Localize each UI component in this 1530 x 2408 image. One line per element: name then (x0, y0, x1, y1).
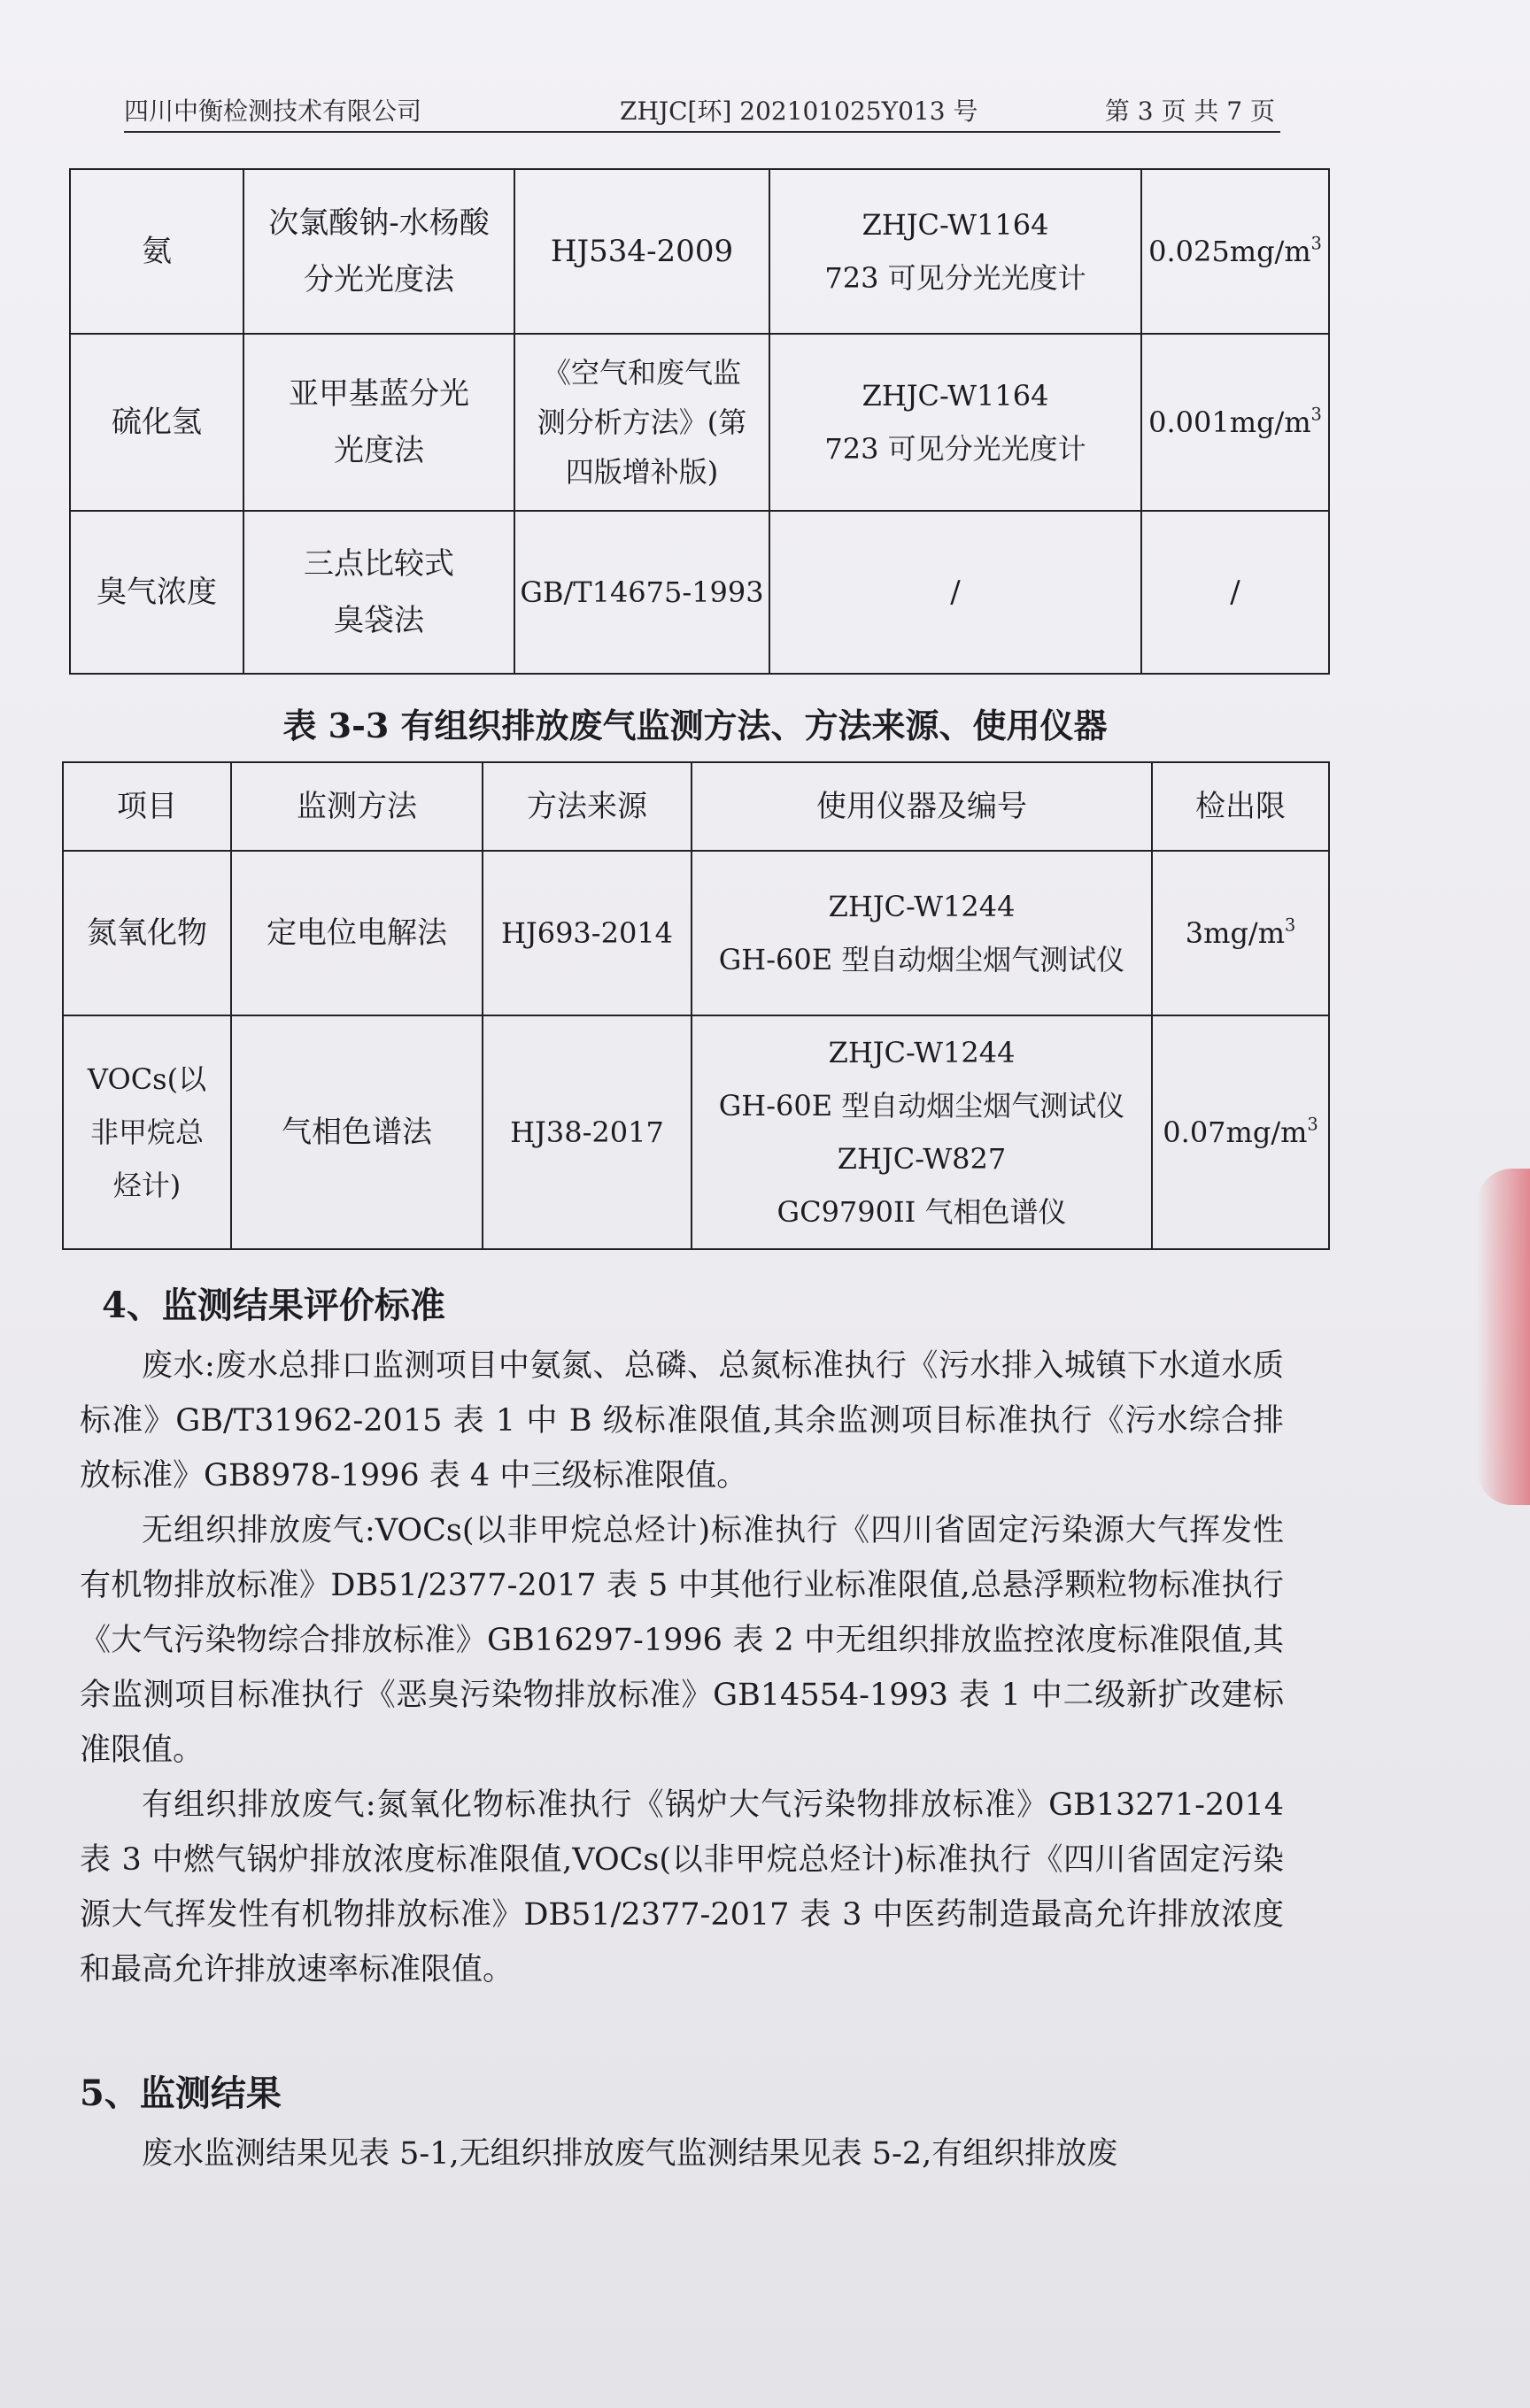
paragraph-wastewater: 废水:废水总排口监测项目中氨氮、总磷、总氮标准执行《污水排入城镇下水道水质标准》GB/T31962-2015 表 1 中 B 级标准限值,其余监测项目标准执行《污水综合排放标准》GB8978-1996 表 4 中三级标准限值。 (80, 1348, 1284, 1493)
method-cell: 定电位电解法 (231, 851, 483, 1015)
table-row (63, 1015, 1329, 1249)
item-cell: VOCs(以 非甲烷总 烃计) (63, 1015, 231, 1249)
instrument-cell: ZHJC-W1244 GH-60E 型自动烟尘烟气测试仪 (692, 851, 1152, 1015)
limit-cell: / (1141, 511, 1329, 674)
header-method: 监测方法 (231, 762, 483, 851)
section-4-body (80, 1339, 1284, 1997)
instrument-cell: / (769, 511, 1141, 674)
table-row (70, 169, 1329, 334)
paragraph-results: 废水监测结果见表 5-1,无组织排放废气监测结果见表 5-2,有组织排放废 (142, 2136, 1118, 2172)
instrument-cell: ZHJC-W1164 723 可见分光光度计 (769, 169, 1141, 334)
header-company: 四川中衡检测技术有限公司 (124, 96, 422, 126)
section-5-body (80, 2126, 1284, 2181)
table-3-3 (62, 761, 1330, 1250)
header-doc-number: ZHJC[环] 202101025Y013 号 (620, 96, 978, 126)
source-cell: HJ693-2014 (483, 851, 692, 1015)
red-seal-stamp (1477, 1169, 1530, 1505)
paragraph-organized-gas: 有组织排放废气:氮氧化物标准执行《锅炉大气污染物排放标准》GB13271-2014 表 3 中燃气锅炉排放浓度标准限值,VOCs(以非甲烷总烃计)标准执行《四川省固定污染源大气挥发性有机物排放标准》DB51/2377-2017 表 3 中医药制造最高允许排放浓度和最高允许排放速率标准限值。 (80, 1787, 1284, 1987)
item-cell: 硫化氢 (70, 334, 243, 511)
table-row (70, 334, 1329, 511)
header-instrument: 使用仪器及编号 (692, 762, 1152, 851)
method-cell: 次氯酸钠-水杨酸 分光光度法 (243, 169, 514, 334)
table-header-row (63, 762, 1329, 851)
table-3-3-caption: 表 3-3 有组织排放废气监测方法、方法来源、使用仪器 (282, 706, 1108, 745)
limit-cell: $0.001mg/m^3$ (1141, 334, 1329, 511)
header-source: 方法来源 (483, 762, 692, 851)
limit-cell: $3mg/m^3$ (1152, 851, 1329, 1015)
method-cell: 亚甲基蓝分光 光度法 (243, 334, 514, 511)
continued-method-table (69, 168, 1330, 675)
limit-cell: $0.025mg/m^3$ (1141, 169, 1329, 334)
section-5-title: 5、监测结果 (80, 2072, 282, 2114)
item-cell: 臭气浓度 (70, 511, 243, 674)
table-row (70, 511, 1329, 674)
header-rule (124, 131, 1280, 133)
instrument-cell: ZHJC-W1244 GH-60E 型自动烟尘烟气测试仪 ZHJC-W827 GC9790II 气相色谱仪 (692, 1015, 1152, 1249)
header-item: 项目 (63, 762, 231, 851)
instrument-cell: ZHJC-W1164 723 可见分光光度计 (769, 334, 1141, 511)
table-row (63, 851, 1329, 1015)
method-cell: 三点比较式 臭袋法 (243, 511, 514, 674)
source-cell: 《空气和废气监 测分析方法》(第 四版增补版) (514, 334, 769, 511)
source-cell: GB/T14675-1993 (514, 511, 769, 674)
method-cell: 气相色谱法 (231, 1015, 483, 1249)
item-cell: 氮氧化物 (63, 851, 231, 1015)
header-limit: 检出限 (1152, 762, 1329, 851)
item-cell: 氨 (70, 169, 243, 334)
limit-cell: $0.07mg/m^3$ (1152, 1015, 1329, 1249)
page-header (124, 89, 1275, 129)
header-page-number: 第 3 页 共 7 页 (1104, 96, 1275, 126)
source-cell: HJ38-2017 (483, 1015, 692, 1249)
paragraph-unorganized-gas: 无组织排放废气:VOCs(以非甲烷总烃计)标准执行《四川省固定污染源大气挥发性有机物排放标准》DB51/2377-2017 表 5 中其他行业标准限值,总悬浮颗粒物标准执行《大气污染物综合排放标准》GB16297-1996 表 2 中无组织排放监控浓度标准限值,其余监测项目标准执行《恶臭污染物排放标准》GB14554-1993 表 1 中二级新扩改建标准限值。 (80, 1513, 1284, 1768)
section-4-title: 4、监测结果评价标准 (102, 1285, 445, 1326)
source-cell: HJ534-2009 (514, 169, 769, 334)
